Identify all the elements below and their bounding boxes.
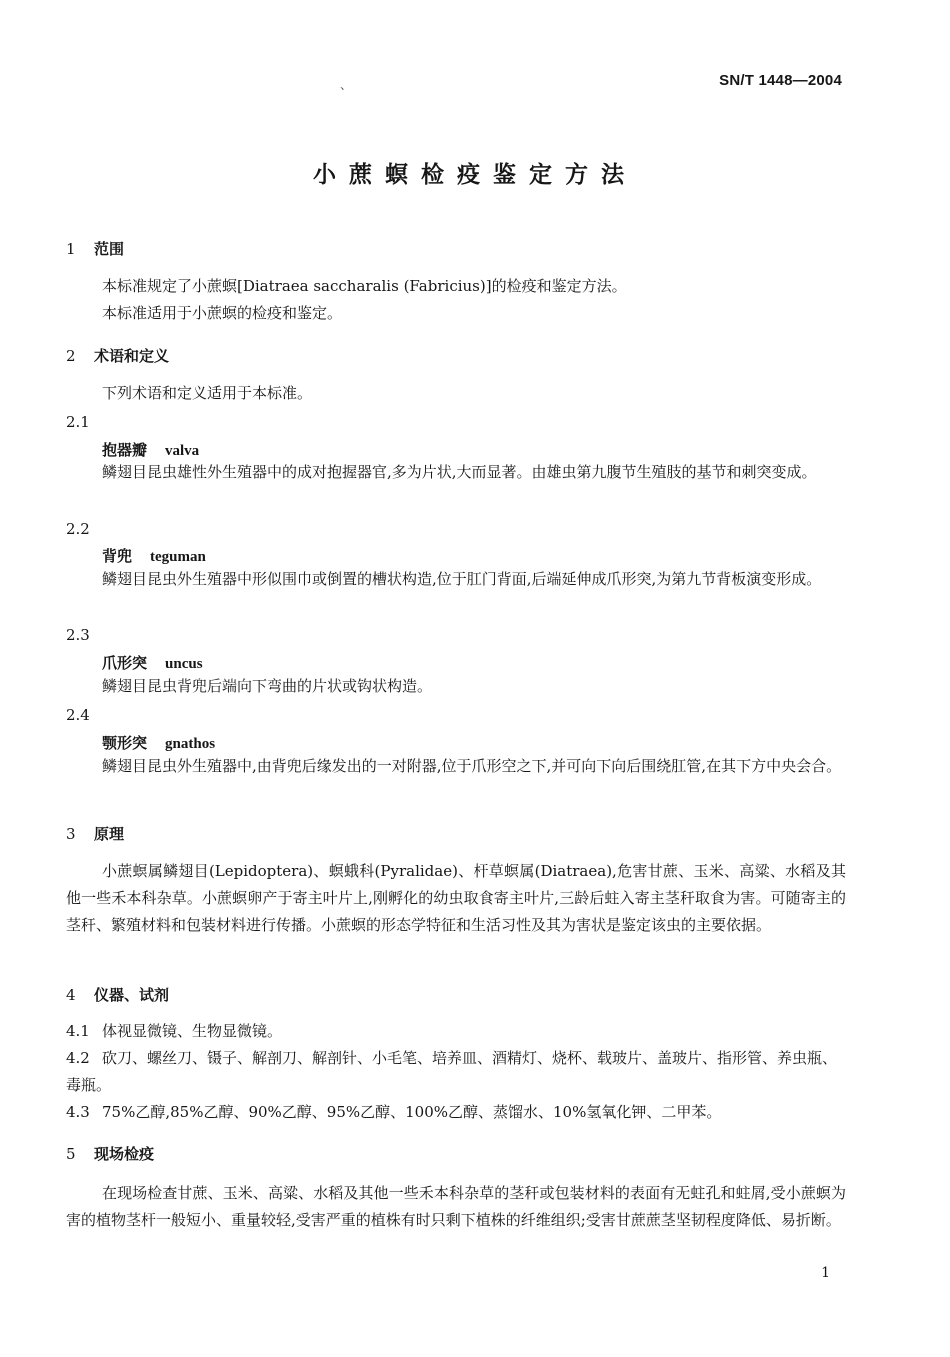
scan-mark: 、: [340, 78, 353, 92]
item-number: 4.3: [66, 1103, 90, 1121]
list-item: [66, 1018, 846, 1045]
term-definition: 鳞翅目昆虫外生殖器中形似围巾或倒置的槽状构造,位于肛门背面,后端延伸成爪形突,为第九节背板演变形成。: [102, 570, 822, 588]
section-number: 2: [66, 347, 76, 365]
list-item: [66, 1045, 846, 1099]
scope-paragraph-2: 本标准适用于小蔗螟的检疫和鉴定。: [102, 304, 343, 322]
term-heading: [102, 732, 215, 753]
item-number: 4.1: [66, 1022, 90, 1040]
term-cn: 抱器瓣: [102, 441, 148, 459]
section-title: 仪器、试剂: [94, 986, 170, 1004]
page-number: 1: [821, 1265, 830, 1281]
term-heading: [102, 652, 203, 673]
term-number: 2.2: [66, 520, 90, 538]
section-title: 原理: [94, 825, 125, 843]
standard-number: SN/T 1448—2004: [719, 72, 842, 89]
item-number: 4.2: [66, 1049, 90, 1067]
term-definition: 鳞翅目昆虫外生殖器中,由背兜后缘发出的一对附器,位于爪形空之下,并可向下向后围绕肛管,在其下方中央会合。: [102, 757, 842, 775]
term-number: 2.3: [66, 626, 90, 644]
section-2-heading: [66, 345, 169, 366]
term-definition: 鳞翅目昆虫背兜后端向下弯曲的片状或钩状构造。: [102, 677, 433, 695]
term-heading: [102, 545, 206, 566]
section-title: 范围: [94, 240, 125, 258]
terms-intro: 下列术语和定义适用于本标准。: [102, 384, 313, 402]
term-en: uncus: [165, 656, 203, 672]
section-3-heading: [66, 823, 124, 844]
term-number: 2.4: [66, 706, 90, 724]
term-cn: 颚形突: [102, 734, 148, 752]
section-4-heading: [66, 984, 169, 1005]
section-number: 3: [66, 825, 76, 843]
term-en: teguman: [150, 549, 206, 565]
section-5-heading: [66, 1143, 154, 1164]
scope-paragraph-1: 本标准规定了小蔗螟[Diatraea saccharalis (Fabricius)]的检疫和鉴定方法。: [102, 277, 627, 295]
item-text: 75%乙醇,85%乙醇、90%乙醇、95%乙醇、100%乙醇、蒸馏水、10%氢氧化钾、二甲苯。: [102, 1103, 722, 1121]
section-number: 4: [66, 986, 76, 1004]
term-en: valva: [165, 443, 200, 459]
list-item: [66, 1099, 846, 1126]
term-cn: 爪形突: [102, 654, 148, 672]
term-number: 2.1: [66, 413, 90, 431]
section-number: 5: [66, 1145, 76, 1163]
section-title: 术语和定义: [94, 347, 170, 365]
page-title: 小蔗螟检疫鉴定方法: [313, 161, 637, 188]
term-definition: 鳞翅目昆虫雄性外生殖器中的成对抱握器官,多为片状,大而显著。由雄虫第九腹节生殖肢的基节和刺突变成。: [102, 463, 817, 481]
item-text: 砍刀、螺丝刀、镊子、解剖刀、解剖针、小毛笔、培养皿、酒精灯、烧杯、载玻片、盖玻片、指形管、养虫瓶、毒瓶。: [66, 1049, 838, 1094]
section-number: 1: [66, 240, 76, 258]
field-inspection-paragraph: 在现场检查甘蔗、玉米、高粱、水稻及其他一些禾本科杂草的茎秆或包装材料的表面有无蛀孔和蛀屑,受小蔗螟为害的植物茎杆一般短小、重量较轻,受害严重的植株有时只剩下植株的纤维组织;受害甘蔗蔗茎坚韧程度降低、易折断。: [66, 1184, 846, 1229]
term-cn: 背兜: [102, 547, 133, 565]
term-heading: [102, 439, 199, 460]
item-text: 体视显微镜、生物显微镜。: [102, 1022, 283, 1040]
term-en: gnathos: [165, 736, 216, 752]
principle-paragraph: 小蔗螟属鳞翅目(Lepidoptera)、螟蛾科(Pyralidae)、杆草螟属(Diatraea),危害甘蔗、玉米、高粱、水稻及其他一些禾本科杂草。小蔗螟卵产于寄主叶片上,刚孵化的幼虫取食寄主叶片,三龄后蛀入寄主茎秆取食为害。可随寄主的茎秆、繁殖材料和包装材料进行传播。小蔗螟的形态学特征和生活习性及其为害状是鉴定该虫的主要依据。: [66, 862, 846, 934]
section-title: 现场检疫: [94, 1145, 155, 1163]
section-1-heading: [66, 238, 124, 259]
